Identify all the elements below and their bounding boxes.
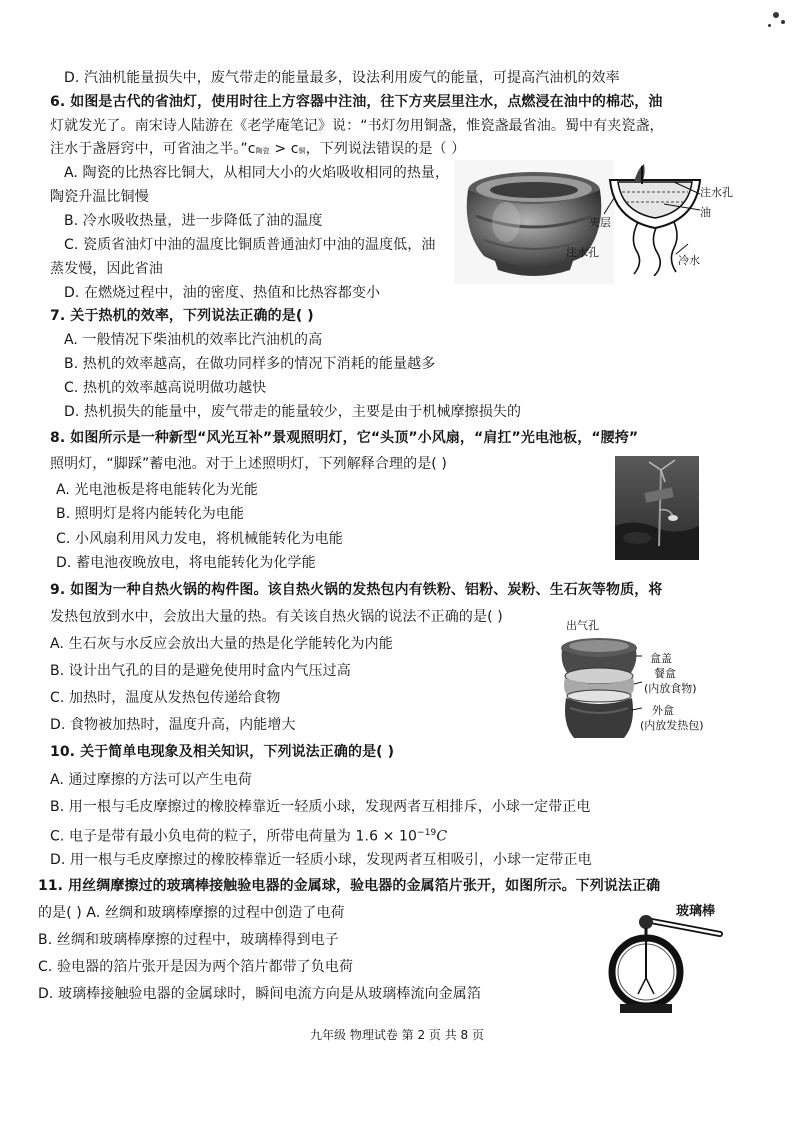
q7-option-a: A. 一般情况下柴油机的效率比汽油机的高 [64, 332, 323, 348]
electroscope-diagram [606, 908, 726, 1014]
scan-speck [781, 20, 785, 24]
q11-stem-line2: 的是( ) A. 丝绸和玻璃棒摩擦的过程中创造了电荷 [38, 905, 345, 921]
q10-option-c-text: C. 电子是带有最小负电荷的粒子，所带电荷量为 1.6 × 10 [50, 828, 418, 845]
label-oil: 油 [700, 206, 711, 219]
subscript-ceramic: 陶瓷 [255, 147, 270, 155]
q7-option-c: C. 热机的效率越高说明做功越快 [64, 380, 267, 396]
q6-option-c-line2: 蒸发慢，因此省油 [50, 261, 163, 277]
q8-stem-line1: 8. 如图所示是一种新型“风光互补”景观照明灯，它“头顶”小风扇，“肩扛”光电池板，“腰挎” [50, 430, 639, 446]
q7-option-d: D. 热机损失的能量中，废气带走的能量较少，主要是由于机械摩擦损失的 [64, 404, 522, 420]
q9-option-c: C. 加热时，温度从发热包传递给食物 [50, 690, 281, 706]
subscript-copper: 铜 [298, 147, 306, 155]
c-symbol-ceramic: c [247, 141, 256, 157]
q10-unit: C [436, 828, 448, 845]
label-inner-box: 餐盒 [654, 667, 676, 680]
q7-stem: 7. 关于热机的效率，下列说法正确的是( ) [50, 308, 314, 324]
q11-option-b: B. 丝绸和玻璃棒摩擦的过程中，玻璃棒得到电子 [38, 932, 339, 948]
q11-option-c: C. 验电器的箔片张开是因为两个箔片都带了负电荷 [38, 959, 354, 975]
q10-option-d: D. 用一根与毛皮摩擦过的橡胶棒靠近一轻质小球，发现两者互相吸引，小球一定带正电 [50, 852, 592, 868]
q8-option-d: D. 蓄电池夜晚放电，将电能转化为化学能 [56, 555, 316, 571]
q9-option-d: D. 食物被加热时，温度升高，内能增大 [50, 717, 296, 733]
scan-speck [768, 24, 771, 27]
q6-option-c-line1: C. 瓷质省油灯中油的温度比铜质普通油灯中油的温度低，油 [64, 237, 436, 253]
label-water-inlet-top: 注水孔 [700, 186, 733, 199]
q11-stem-line1: 11. 用丝绸摩擦过的玻璃棒接触验电器的金属球，验电器的金属箔片张开，如图所示。下列说法正确 [38, 878, 661, 894]
label-inner-box-note: (内放食物) [644, 682, 697, 695]
label-cold-water: 冷水 [678, 254, 700, 267]
greater-than: > [269, 141, 291, 157]
label-glass-rod: 玻璃棒 [676, 904, 716, 919]
q9-stem-line2: 发热包放到水中，会放出大量的热。有关该自热火锅的说法不正确的是( ) [50, 609, 503, 625]
q6-stem-pre: 注水于盏唇窍中，可省油之半。” [50, 141, 248, 157]
q7-option-b: B. 热机的效率越高，在做功同样多的情况下消耗的能量越多 [64, 356, 436, 372]
q8-option-b: B. 照明灯是将内能转化为电能 [56, 506, 245, 522]
q9-option-b: B. 设计出气孔的目的是避免使用时盒内气压过高 [50, 663, 351, 679]
label-outer-box: 外盒 [652, 704, 674, 717]
q8-option-a: A. 光电池板是将电能转化为光能 [56, 482, 258, 498]
q6-stem-line2: 灯就发光了。南宋诗人陆游在《老学庵笔记》说：“书灯勿用铜盏，惟瓷盏最省油。蜀中有夹瓷盏， [50, 118, 664, 134]
hotpot-diagram [556, 634, 642, 742]
q8-option-c: C. 小风扇利用风力发电，将机械能转化为电能 [56, 531, 343, 547]
scan-speck [773, 12, 779, 18]
street-light-photo [615, 456, 699, 560]
q6-stem-post: ，下列说法错误的是（ ） [305, 141, 466, 157]
c-symbol-copper: c [290, 141, 299, 157]
q10-option-a: A. 通过摩擦的方法可以产生电荷 [50, 772, 252, 788]
q5-option-d: D. 汽油机能量损失中，废气带走的能量最多，设法利用废气的能量，可提高汽油机的效率 [64, 70, 620, 86]
q6-option-b: B. 冷水吸收热量，进一步降低了油的温度 [64, 213, 323, 229]
label-interlayer: 夹层 [589, 216, 611, 229]
q9-option-a: A. 生石灰与水反应会放出大量的热是化学能转化为内能 [50, 636, 393, 652]
label-lid: 盒盖 [650, 652, 672, 665]
q10-exponent: −19 [417, 828, 437, 838]
q11-option-d: D. 玻璃棒接触验电器的金属球时，瞬间电流方向是从玻璃棒流向金属箔 [38, 986, 481, 1002]
q6-stem-line1: 6. 如图是古代的省油灯，使用时往上方容器中注油，往下方夹层里注水，点燃浸在油中的棉芯，油 [50, 94, 663, 110]
label-outer-box-note: (内放发热包) [640, 719, 704, 732]
q10-option-c [50, 823, 447, 847]
q6-option-a-line2: 陶瓷升温比铜慢 [50, 189, 149, 205]
label-vent-hole: 出气孔 [566, 619, 599, 632]
q8-stem-line2: 照明灯，“脚踩”蓄电池。对于上述照明灯，下列解释合理的是( ) [50, 456, 447, 472]
q10-stem: 10. 关于简单电现象及相关知识，下列说法正确的是( ) [50, 744, 395, 760]
q6-option-a-line1: A. 陶瓷的比热容比铜大，从相同大小的火焰吸收相同的热量， [64, 165, 450, 181]
page-footer: 九年级 物理试卷 第 2 页 共 8 页 [310, 1028, 484, 1042]
q6-option-d: D. 在燃烧过程中，油的密度、热值和比热容都变小 [64, 285, 381, 301]
q6-stem-line3 [50, 139, 465, 161]
label-water-inlet-bottom: 注水孔 [566, 246, 599, 259]
q9-stem-line1: 9. 如图为一种自热火锅的构件图。该自热火锅的发热包内有铁粉、铝粉、炭粉、生石灰等物质，将 [50, 582, 663, 598]
q10-option-b: B. 用一根与毛皮摩擦过的橡胶棒靠近一轻质小球，发现两者互相排斥，小球一定带正电 [50, 799, 591, 815]
